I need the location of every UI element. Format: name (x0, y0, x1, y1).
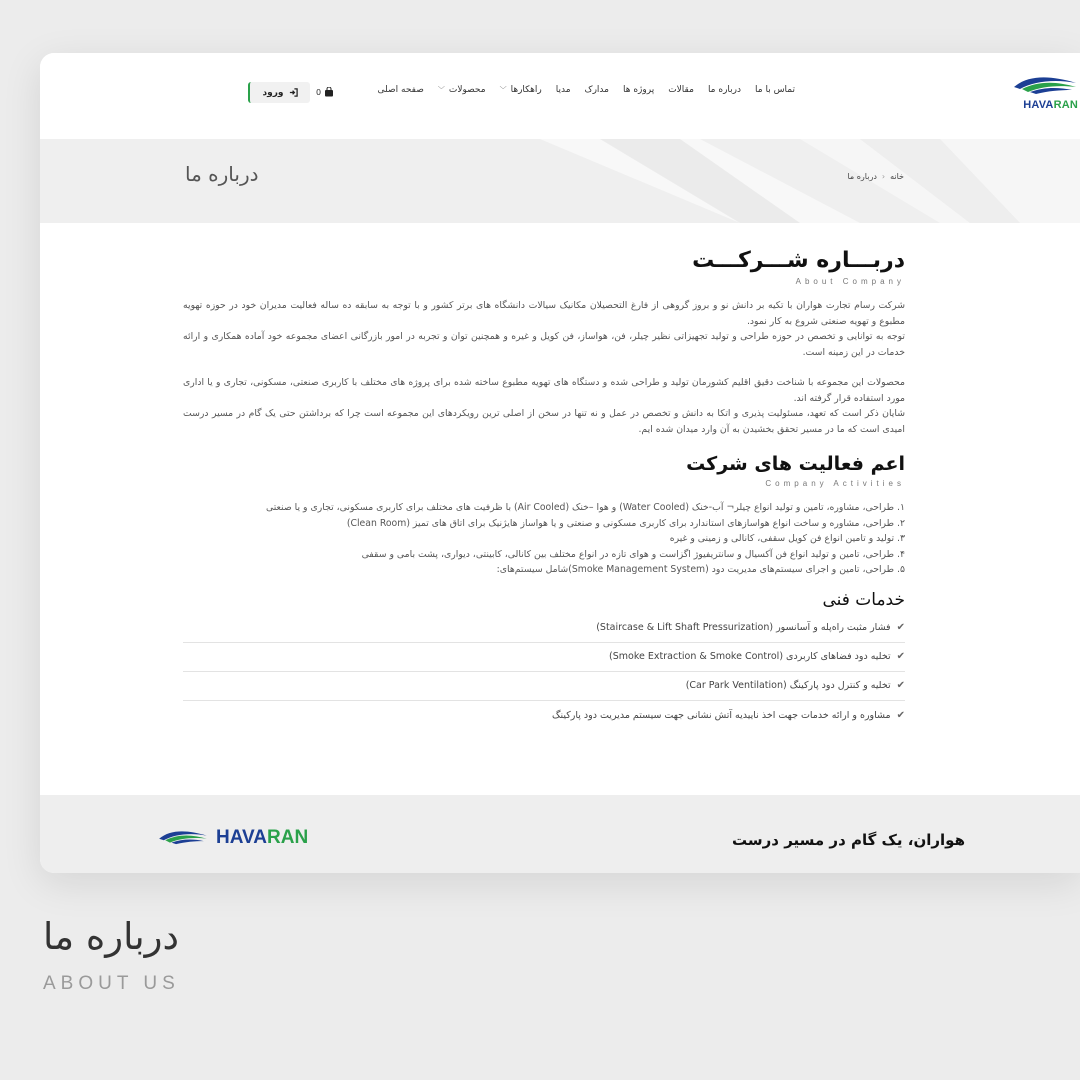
about-paragraph: شایان ذکر است که تعهد، مسئولیت پذیری و اتکا به دانش و تخصص در عمل و نه تنها در سخن از اصلی ترین رویکردهای این مجموعه است چرا که برداشتن حتی یک گام در مسیر درست امیدی است که ما در مسیر تحقق بخشیدن به آن وارد میدان شده ایم. (183, 408, 905, 435)
service-item: ✔ تخلیه و کنترل دود پارکینگ (Car Park Ventilation) (183, 672, 905, 701)
breadcrumb-home[interactable]: خانه (890, 172, 904, 181)
about-paragraph: شرکت رسام تجارت هواران با تکیه بر دانش نو و بروز گروهی از فارغ التحصیلان مکانیک سیالات دانشگاه های برتر کشور و با توجه به سابقه ده ساله فعالیت مدیران خود در حوزه تهویه مطبوع و تهویه صنعتی شروع به کار نمود. (183, 300, 905, 327)
login-label: ورود (262, 87, 284, 98)
nav-item-solutions[interactable]: راهکارها ﹀ (499, 85, 542, 95)
activities-list (183, 500, 905, 578)
check-icon: ✔ (896, 622, 905, 633)
havaran-wave-icon (1010, 73, 1080, 99)
check-icon: ✔ (896, 680, 905, 691)
service-item: ✔ فشار مثبت راه‌پله و آسانسور (Staircase & Lift Shaft Pressurization) (183, 614, 905, 643)
cart-button[interactable] (316, 87, 334, 97)
activities-subheading: Company Activities (765, 479, 905, 488)
page-title: درباره ما (185, 162, 259, 186)
nav-item-media[interactable]: مدیا (555, 85, 571, 95)
chevron-down-icon: ﹀ (499, 86, 507, 94)
nav-item-projects[interactable]: پروژه ها (622, 85, 655, 95)
about-heading: دربـــاره شـــرکـــت (692, 248, 905, 273)
about-subheading: About Company (795, 277, 905, 286)
activity-item: ۲. طراحی، مشاوره و ساخت انواع هواسازهای استاندارد برای کاربری مسکونی و صنعتی و یا هواساز هایژنیک برای اتاق های تمیز (Clean Room) (346, 517, 905, 529)
activity-item: ۳. تولید و تامین انواع فن کویل سقفی، کانالی و زمینی و غیره (669, 533, 905, 544)
chevron-down-icon: ﹀ (437, 86, 445, 94)
nav-item-about[interactable]: درباره ما (707, 85, 742, 95)
about-paragraph: توجه به توانایی و تخصص در حوزه طراحی و تولید تجهیزاتی نظیر چیلر، فن، هواساز، فن کویل و غیره و همچنین توان و تجربه در امور بازرگانی اعضای مجموعه خود آماده همکاری و ارائه خدمات در این زمینه است. (183, 331, 905, 358)
site-header (40, 53, 1080, 139)
check-icon: ✔ (896, 651, 905, 662)
caption-title: درباره ما (43, 915, 180, 958)
activity-item: ۵. طراحی، تامین و اجرای سیستم‌های مدیریت دود (Smoke Management System)شامل سیستم‌های: (496, 564, 905, 575)
breadcrumb (847, 172, 904, 181)
breadcrumb-current: درباره ما (847, 172, 877, 181)
footer-slogan: هواران، یک گام در مسیر درست (732, 831, 965, 849)
services-heading: خدمات فنی (822, 589, 905, 610)
nav-item-products[interactable]: محصولات ﹀ (437, 85, 486, 95)
page-title-band (40, 139, 1080, 223)
website-screenshot-card (40, 53, 1080, 873)
activity-item: ۴. طراحی، تامین و تولید انواع فن آکسیال و سانتریفیوژ اگزاست و هوای تازه در انواع مختلف بین کانالی، کابینتی، دیواری، پشت بامی و سقفی (361, 548, 905, 560)
services-list (183, 614, 905, 730)
activity-item: ۱. طراحی، مشاوره، تامین و تولید انواع چیلر¬ آب-خنک (Water Cooled) و هوا –خنک (Air Cooled) با ظرفیت های مختلف برای کاربری مسکونی، تجاری و یا صنعتی (265, 502, 905, 513)
chevron-left-icon: ‹ (881, 172, 886, 181)
check-icon: ✔ (896, 709, 905, 721)
main-content (183, 248, 905, 730)
cart-count: 0 (316, 87, 322, 97)
site-logo-text: HAVARAN (1023, 99, 1078, 111)
service-item: ✔ مشاوره و ارائه خدمات جهت اخذ ناییدیه آتش نشانی جهت سیستم مدیریت دود پارکینگ (552, 709, 905, 721)
sign-in-icon (289, 88, 298, 97)
nav-item-articles[interactable]: مقالات (668, 85, 694, 95)
activities-heading: اعم فعالیت های شرکت (686, 453, 905, 475)
login-button[interactable] (248, 82, 310, 103)
shopping-bag-icon (324, 87, 334, 97)
nav-item-documents[interactable]: مدارک (584, 85, 609, 95)
footer-logo[interactable] (154, 827, 308, 849)
nav-item-home[interactable]: صفحه اصلی (377, 85, 424, 95)
site-footer (40, 795, 1080, 873)
site-logo[interactable] (1010, 73, 1080, 117)
main-nav (378, 85, 795, 95)
about-paragraph: محصولات این مجموعه با شناخت دقیق اقلیم کشورمان تولید و طراحی شده و دستگاه های تهویه مطبوع ساخته شده برای پروژه های مختلف با کاربری صنعتی، مسکونی، تجاری و یا اداری مورد استفاده قرار گرفته اند. (183, 377, 905, 404)
nav-item-contact[interactable]: تماس با ما (755, 85, 795, 95)
havaran-wave-icon (154, 828, 212, 848)
caption-subtitle: ABOUT US (43, 973, 180, 994)
footer-logo-text: HAVARAN (216, 827, 309, 848)
service-item: ✔ تخلیه دود فضاهای کاربردی (Smoke Extraction & Smoke Control) (183, 643, 905, 672)
